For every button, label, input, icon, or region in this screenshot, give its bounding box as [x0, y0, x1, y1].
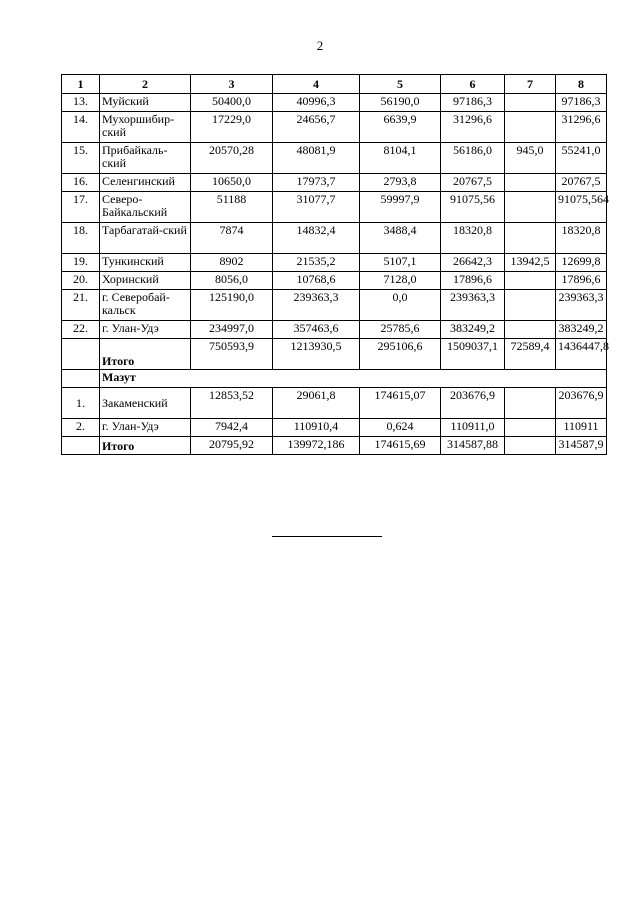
cell: 10768,6	[273, 272, 360, 290]
cell	[505, 174, 556, 192]
total-label: Итого	[100, 339, 191, 370]
cell: 10650,0	[191, 174, 273, 192]
table-row	[62, 388, 607, 419]
cell: 8104,1	[360, 143, 441, 174]
page-number: 2	[316, 38, 324, 53]
cell: 18320,8	[441, 223, 505, 254]
row-index: 19.	[62, 254, 100, 272]
cell: 203676,9	[556, 388, 607, 419]
cell: 383249,2	[441, 321, 505, 339]
table-row	[62, 94, 607, 112]
cell: 20767,5	[556, 174, 607, 192]
table-row	[62, 174, 607, 192]
cell: 56186,0	[441, 143, 505, 174]
cell: 25785,6	[360, 321, 441, 339]
row-index: 15.	[62, 143, 100, 174]
cell: 24656,7	[273, 112, 360, 143]
cell: 8902	[191, 254, 273, 272]
cell: 31296,6	[556, 112, 607, 143]
total-row	[62, 437, 607, 455]
cell: 110911	[556, 419, 607, 437]
cell: 26642,3	[441, 254, 505, 272]
cell: 357463,6	[273, 321, 360, 339]
table-header-row	[62, 75, 607, 94]
cell: 239363,3	[441, 290, 505, 321]
table-row	[62, 143, 607, 174]
column-header: 6	[441, 75, 505, 94]
cell	[505, 192, 556, 223]
cell: 7942,4	[191, 419, 273, 437]
cell: 18320,8	[556, 223, 607, 254]
cell: 31296,6	[441, 112, 505, 143]
column-header: 1	[62, 75, 100, 94]
separator-line	[272, 536, 382, 537]
cell: 139972,186	[273, 437, 360, 455]
cell: 20795,92	[191, 437, 273, 455]
table-row	[62, 254, 607, 272]
cell: 234997,0	[191, 321, 273, 339]
cell: 125190,0	[191, 290, 273, 321]
row-name: Тарбагатай-ский	[100, 223, 191, 254]
column-header: 7	[505, 75, 556, 94]
row-name: Мухоршибир-ский	[100, 112, 191, 143]
cell: 21535,2	[273, 254, 360, 272]
cell	[505, 223, 556, 254]
cell: 17973,7	[273, 174, 360, 192]
row-index: 2.	[62, 419, 100, 437]
cell: 17896,6	[556, 272, 607, 290]
cell: 12853,52	[191, 388, 273, 419]
cell: 50400,0	[191, 94, 273, 112]
cell: 51188	[191, 192, 273, 223]
table-row	[62, 223, 607, 254]
cell: 110910,4	[273, 419, 360, 437]
cell	[505, 272, 556, 290]
cell: 295106,6	[360, 339, 441, 370]
cell: 1509037,1	[441, 339, 505, 370]
cell: 13942,5	[505, 254, 556, 272]
cell: 239363,3	[273, 290, 360, 321]
section-title: Мазут	[100, 370, 607, 388]
cell: 7874	[191, 223, 273, 254]
cell: 174615,07	[360, 388, 441, 419]
table-row	[62, 272, 607, 290]
cell: 97186,3	[556, 94, 607, 112]
cell: 17229,0	[191, 112, 273, 143]
cell: 5107,1	[360, 254, 441, 272]
row-name: Северо-Байкальский	[100, 192, 191, 223]
cell: 40996,3	[273, 94, 360, 112]
row-index: 13.	[62, 94, 100, 112]
cell: 239363,3	[556, 290, 607, 321]
column-header: 8	[556, 75, 607, 94]
table-row	[62, 290, 607, 321]
cell: 6639,9	[360, 112, 441, 143]
row-index: 16.	[62, 174, 100, 192]
row-name: Муйский	[100, 94, 191, 112]
cell	[505, 94, 556, 112]
data-table	[61, 74, 607, 455]
cell: 2793,8	[360, 174, 441, 192]
cell: 91075,56	[441, 192, 505, 223]
total-row	[62, 339, 607, 370]
row-name: г. Северобай-кальск	[100, 290, 191, 321]
cell: 97186,3	[441, 94, 505, 112]
cell: 750593,9	[191, 339, 273, 370]
cell	[505, 290, 556, 321]
cell	[505, 321, 556, 339]
table-row	[62, 419, 607, 437]
row-index: 18.	[62, 223, 100, 254]
cell: 314587,88	[441, 437, 505, 455]
row-name: Закаменский	[100, 388, 191, 419]
cell: 91075,564	[556, 192, 607, 223]
cell: 31077,7	[273, 192, 360, 223]
table-row	[62, 112, 607, 143]
cell: 20570,28	[191, 143, 273, 174]
cell: 8056,0	[191, 272, 273, 290]
cell: 12699,8	[556, 254, 607, 272]
cell: 3488,4	[360, 223, 441, 254]
row-name: г. Улан-Удэ	[100, 419, 191, 437]
row-name: Селенгинский	[100, 174, 191, 192]
cell: 48081,9	[273, 143, 360, 174]
cell: 55241,0	[556, 143, 607, 174]
table-row	[62, 192, 607, 223]
cell: 110911,0	[441, 419, 505, 437]
cell: 29061,8	[273, 388, 360, 419]
column-header: 3	[191, 75, 273, 94]
row-name: г. Улан-Удэ	[100, 321, 191, 339]
column-header: 5	[360, 75, 441, 94]
row-name: Хоринский	[100, 272, 191, 290]
row-index	[62, 370, 100, 388]
cell	[505, 388, 556, 419]
cell: 174615,69	[360, 437, 441, 455]
cell: 17896,6	[441, 272, 505, 290]
row-name: Прибайкаль-ский	[100, 143, 191, 174]
cell	[505, 437, 556, 455]
cell: 20767,5	[441, 174, 505, 192]
row-index: 14.	[62, 112, 100, 143]
cell: 72589,4	[505, 339, 556, 370]
cell: 0,624	[360, 419, 441, 437]
cell: 945,0	[505, 143, 556, 174]
column-header: 4	[273, 75, 360, 94]
cell	[505, 419, 556, 437]
column-header: 2	[100, 75, 191, 94]
cell: 1436447,8	[556, 339, 607, 370]
cell: 0,0	[360, 290, 441, 321]
row-index: 21.	[62, 290, 100, 321]
row-index: 17.	[62, 192, 100, 223]
cell: 383249,2	[556, 321, 607, 339]
cell: 56190,0	[360, 94, 441, 112]
cell: 314587,9	[556, 437, 607, 455]
cell: 7128,0	[360, 272, 441, 290]
row-index: 1.	[62, 388, 100, 419]
table-row	[62, 321, 607, 339]
cell: 14832,4	[273, 223, 360, 254]
section-row	[62, 370, 607, 388]
row-index: 22.	[62, 321, 100, 339]
cell: 1213930,5	[273, 339, 360, 370]
cell: 203676,9	[441, 388, 505, 419]
row-index	[62, 339, 100, 370]
row-index	[62, 437, 100, 455]
cell: 59997,9	[360, 192, 441, 223]
cell	[505, 112, 556, 143]
row-name: Тункинский	[100, 254, 191, 272]
total-label: Итого	[100, 437, 191, 455]
row-index: 20.	[62, 272, 100, 290]
